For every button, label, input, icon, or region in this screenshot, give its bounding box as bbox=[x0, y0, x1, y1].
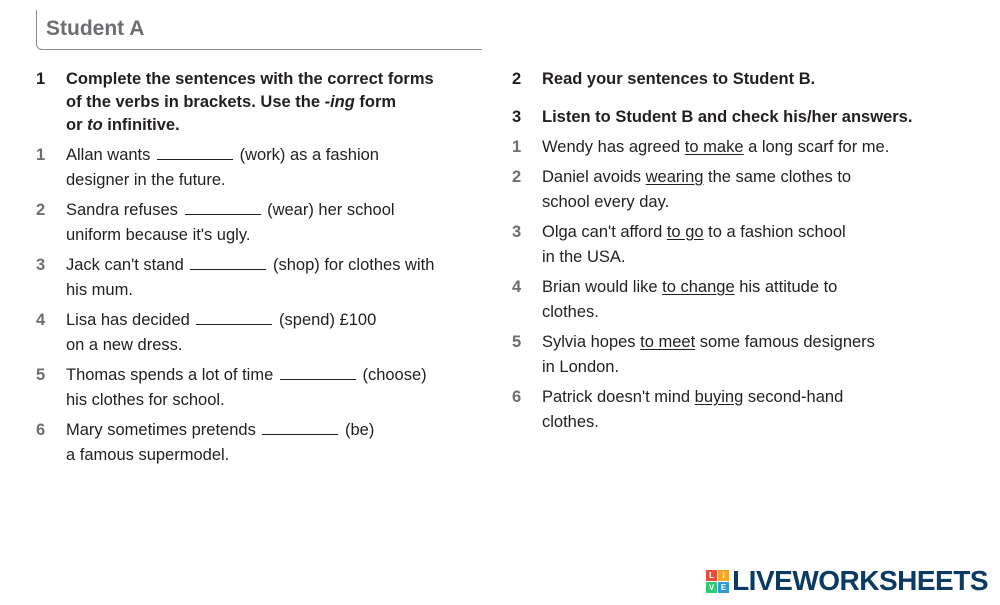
task-number: 2 bbox=[512, 70, 522, 88]
list-item: 6 Patrick doesn't mind buying second-hand clothes. bbox=[512, 385, 982, 435]
task-1-instruction bbox=[36, 68, 496, 137]
exercise-3-items bbox=[512, 135, 982, 435]
item-number: 1 bbox=[512, 138, 522, 156]
list-item: 5 Sylvia hopes to meet some famous designers in London. bbox=[512, 330, 982, 380]
item-number: 3 bbox=[512, 223, 522, 241]
item-number: 6 bbox=[36, 421, 46, 439]
answer-text: to change bbox=[662, 278, 735, 296]
answer-blank[interactable] bbox=[196, 310, 272, 325]
exercise-1 bbox=[36, 68, 496, 473]
item-number: 6 bbox=[512, 388, 522, 406]
answer-blank[interactable] bbox=[157, 145, 233, 160]
list-item: 1 Wendy has agreed to make a long scarf for me. bbox=[512, 135, 982, 160]
instruction-line-1: Complete the sentences with the correct forms bbox=[66, 70, 434, 88]
list-item: 3 Olga can't afford to go to a fashion school in the USA. bbox=[512, 220, 982, 270]
list-item: 4 Brian would like to change his attitude to clothes. bbox=[512, 275, 982, 325]
list-item: 1 Allan wants (work) as a fashion designer in the future. bbox=[36, 143, 496, 193]
task-3-instruction: 3 Listen to Student B and check his/her answers. bbox=[512, 106, 982, 129]
list-item: 5 Thomas spends a lot of time (choose) his clothes for school. bbox=[36, 363, 496, 413]
item-number: 5 bbox=[512, 333, 522, 351]
answer-blank[interactable] bbox=[262, 420, 338, 435]
list-item: 6 Mary sometimes pretends (be) a famous supermodel. bbox=[36, 418, 496, 468]
live-badge-icon: L I V E bbox=[706, 570, 729, 593]
item-number: 2 bbox=[36, 201, 46, 219]
answer-text: buying bbox=[694, 388, 744, 406]
item-number: 4 bbox=[512, 278, 522, 296]
section-title: Student A bbox=[46, 17, 145, 40]
task-number: 1 bbox=[36, 70, 46, 88]
answer-blank[interactable] bbox=[185, 200, 261, 215]
list-item: 3 Jack can't stand (shop) for clothes with his mum. bbox=[36, 253, 496, 303]
item-number: 1 bbox=[36, 146, 46, 164]
exercise-1-items bbox=[36, 143, 496, 468]
item-number: 4 bbox=[36, 311, 46, 329]
task-number: 3 bbox=[512, 108, 522, 126]
answer-text: wearing bbox=[645, 168, 704, 186]
list-item: 2 Sandra refuses (wear) her school uniform because it's ugly. bbox=[36, 198, 496, 248]
answer-blank[interactable] bbox=[190, 255, 266, 270]
answer-text: to meet bbox=[640, 333, 696, 351]
exercises-2-3 bbox=[512, 68, 982, 440]
list-item: 2 Daniel avoids wearing the same clothes to school every day. bbox=[512, 165, 982, 215]
item-number: 5 bbox=[36, 366, 46, 384]
instruction-line-3: or to infinitive. bbox=[66, 116, 180, 134]
logo-text: LIVEWORKSHEETS bbox=[732, 565, 988, 596]
section-header bbox=[36, 10, 482, 50]
item-number: 2 bbox=[512, 168, 522, 186]
answer-text: to go bbox=[666, 223, 704, 241]
liveworksheets-logo[interactable] bbox=[706, 563, 988, 599]
answer-text: to make bbox=[684, 138, 744, 156]
task-2-instruction: 2 Read your sentences to Student B. bbox=[512, 68, 982, 91]
instruction-line-2: of the verbs in brackets. Use the -ing form bbox=[66, 93, 397, 111]
answer-blank[interactable] bbox=[280, 365, 356, 380]
list-item: 4 Lisa has decided (spend) £100 on a new dress. bbox=[36, 308, 496, 358]
item-number: 3 bbox=[36, 256, 46, 274]
